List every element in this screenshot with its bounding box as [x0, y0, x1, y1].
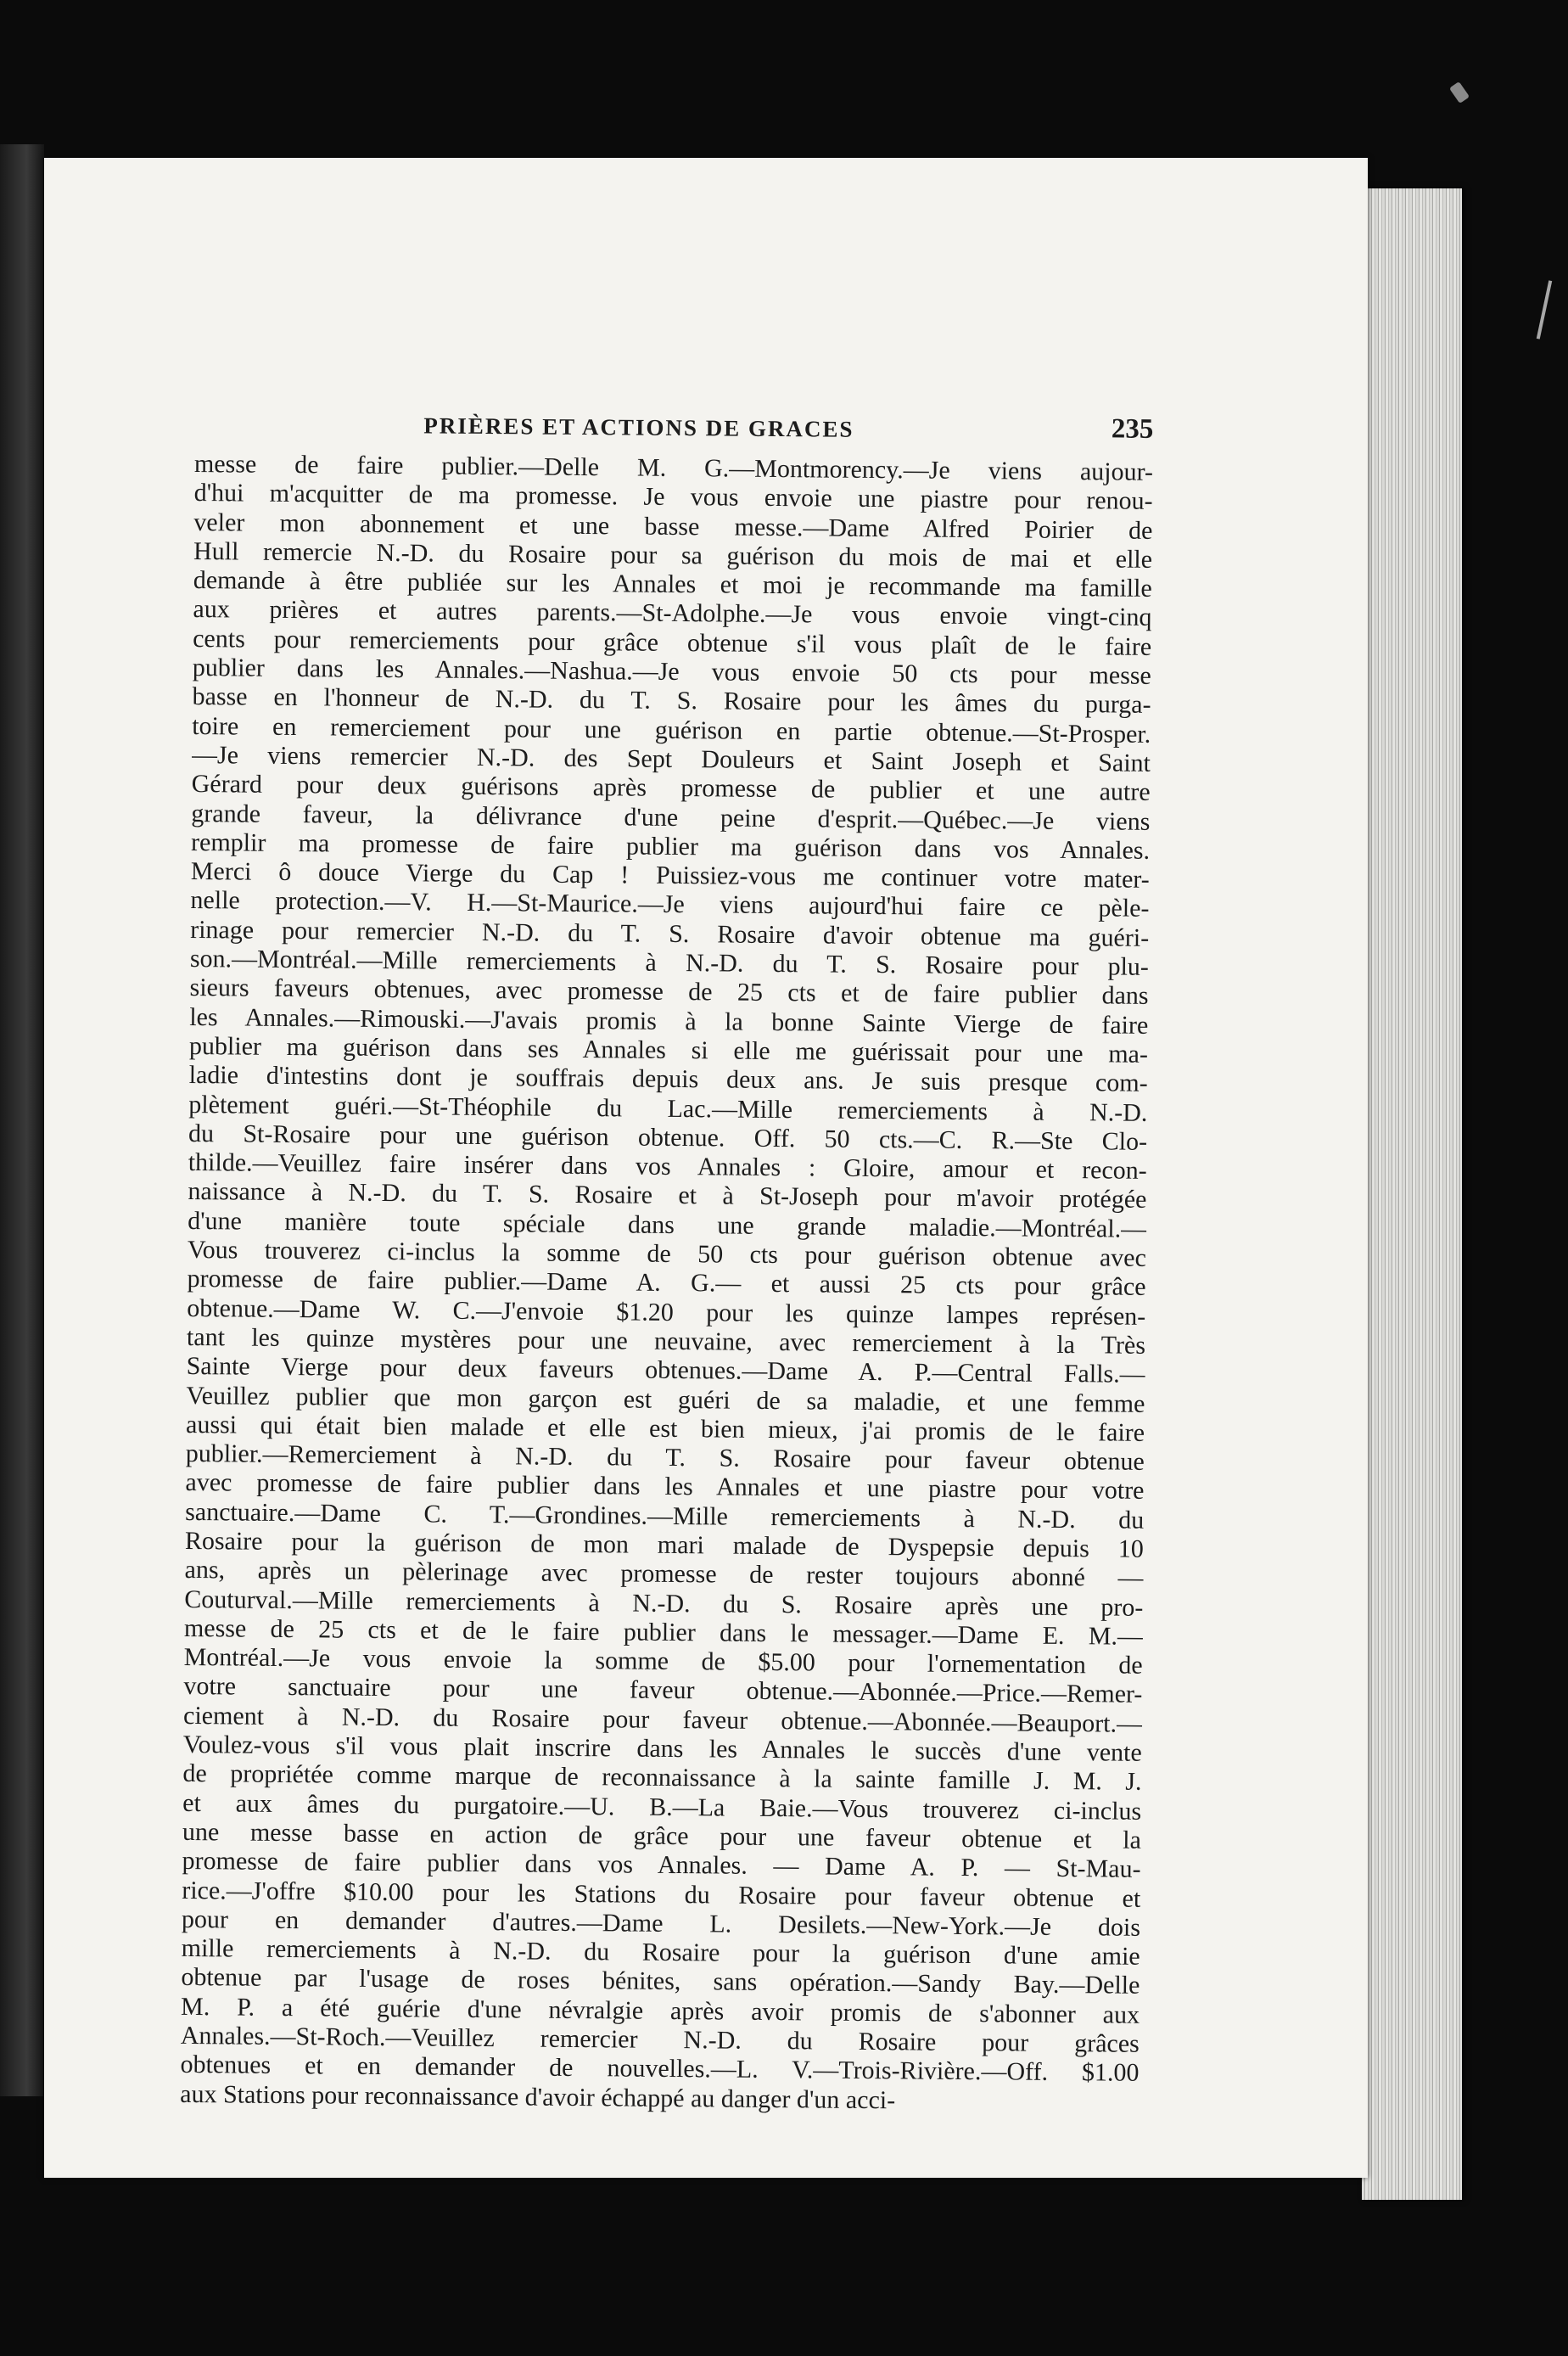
text-line: plètement guéri.—St-Théophile du Lac.—Mille remerciements à N.-D. — [188, 1090, 1148, 1127]
text-line: Couturval.—Mille remerciements à N.-D. du S. Rosaire après une pro- — [184, 1585, 1144, 1622]
text-line: naissance à N.-D. du T. S. Rosaire et à St-Joseph pour m'avoir protégée — [188, 1177, 1147, 1214]
text-line: obtenues et en demander de nouvelles.—L. V.—Trois-Rivière.—Off. $1.00 — [180, 2050, 1140, 2088]
text-line: rice.—J'offre $10.00 pour les Stations du Rosaire pour faveur obtenue et — [182, 1876, 1141, 1913]
page-text-block — [180, 365, 1154, 2118]
text-line: Montréal.—Je vous envoie la somme de $5.00 pour l'ornementation de — [183, 1643, 1143, 1680]
scan-artifact-mark — [1449, 81, 1470, 104]
text-line: rinage pour remercier N.-D. du T. S. Rosaire d'avoir obtenue ma guéri- — [190, 915, 1150, 952]
page-stack-edge — [1362, 188, 1462, 2200]
text-line: sieurs faveurs obtenues, avec promesse de 25 cts et de faire publier dans — [189, 973, 1149, 1011]
text-line: d'une manière toute spéciale dans une grande maladie.—Montréal.— — [188, 1206, 1147, 1243]
text-line: du St-Rosaire pour une guérison obtenue. Off. 50 cts.—C. R.—Ste Clo- — [188, 1119, 1148, 1156]
text-line: Voulez-vous s'il vous plait inscrire dans les Annales le succès d'une vente — [182, 1731, 1142, 1767]
text-line: une messe basse en action de grâce pour une faveur obtenue et la — [182, 1817, 1142, 1854]
text-line: promesse de faire publier dans vos Annales. — Dame A. P. — St-Mau- — [182, 1847, 1141, 1884]
text-line: publier.—Remerciement à N.-D. du T. S. Rosaire pour faveur obtenue — [185, 1439, 1145, 1476]
text-line: messe de 25 cts et de le faire publier dans le messager.—Dame E. M.— — [183, 1613, 1144, 1651]
text-line: les Annales.—Rimouski.—J'avais promis à la bonne Sainte Vierge de faire — [189, 1002, 1149, 1040]
text-line: pour en demander d'autres.—Dame L. Desilets.—New-York.—Je dois — [181, 1904, 1141, 1942]
text-line: et aux âmes du purgatoire.—U. B.—La Baie.—Vous trouverez ci-inclus — [182, 1788, 1142, 1826]
text-line: Vous trouverez ci-inclus la somme de 50 cts pour guérison obtenue avec — [187, 1235, 1147, 1272]
text-line: remplir ma promesse de faire publier ma guérison dans vos Annales. — [190, 827, 1151, 865]
text-line: Hull remercie N.-D. du Rosaire pour sa guérison du mois de mai et elle — [193, 536, 1153, 574]
text-line: M. P. a été guérie d'une névralgie après avoir promis de s'abonner aux — [180, 1992, 1140, 2029]
text-line: obtenue.—Dame W. C.—J'envoie $1.20 pour les quinze lampes représen- — [187, 1293, 1146, 1331]
text-line: promesse de faire publier.—Dame A. G.— et aussi 25 cts pour grâce — [187, 1265, 1146, 1302]
text-line: grande faveur, la délivrance d'une peine d'esprit.—Québec.—Je viens — [191, 799, 1151, 836]
text-line: Gérard pour deux guérisons après promesse de publier et une autre — [191, 770, 1151, 807]
text-line: d'hui m'acquitter de ma promesse. Je vous envoie une piastre pour renou- — [193, 479, 1153, 516]
text-line: Annales.—St-Roch.—Veuillez remercier N.-D. du Rosaire pour grâces — [180, 2021, 1140, 2058]
scan-artifact-mark — [1537, 280, 1552, 339]
text-line: Veuillez publier que mon garçon est guéri de sa maladie, et une femme — [186, 1381, 1145, 1418]
text-line: de propriétée comme marque de reconnaissance à la sainte famille J. M. J. — [182, 1759, 1142, 1797]
text-line: demande à être publiée sur les Annales et moi je recommande ma famille — [193, 566, 1152, 603]
text-line: aussi qui était bien malade et elle est bien mieux, j'ai promis de le faire — [185, 1410, 1145, 1447]
text-line: publier ma guérison dans ses Annales si elle me guérissait pour une ma- — [188, 1031, 1149, 1069]
text-line: tant les quinze mystères pour une neuvaine, avec remerciement à la Très — [186, 1322, 1146, 1360]
text-line: veler mon abonnement et une basse messe.—Dame Alfred Poirier de — [193, 508, 1153, 545]
text-line: aux prières et autres parents.—St-Adolphe.—Je vous envoie vingt-cinq — [193, 595, 1152, 632]
text-line: obtenue par l'usage de roses bénites, sans opération.—Sandy Bay.—Delle — [181, 1963, 1140, 2000]
text-line: ciement à N.-D. du Rosaire pour faveur obtenue.—Abonnée.—Beauport.— — [182, 1701, 1143, 1738]
body-text — [180, 450, 1153, 2118]
running-head — [194, 365, 1154, 443]
text-line: avec promesse de faire publier dans les Annales et une piastre pour votre — [185, 1468, 1145, 1506]
text-line: votre sanctuaire pour une faveur obtenue.—Abonnée.—Price.—Remer- — [183, 1672, 1143, 1709]
text-line: ladie d'intestins dont je souffrais depuis deux ans. Je suis presque com- — [188, 1061, 1148, 1098]
left-page-edge — [0, 144, 44, 2096]
text-line: cents pour remerciements pour grâce obtenue s'il vous plaît de le faire — [193, 624, 1152, 661]
text-line: Sainte Vierge pour deux faveurs obtenues.—Dame A. P.—Central Falls.— — [186, 1352, 1145, 1389]
text-line: —Je viens remercier N.-D. des Sept Douleurs et Saint Joseph et Saint — [191, 740, 1151, 777]
text-line: basse en l'honneur de N.-D. du T. S. Rosaire pour les âmes du purga- — [192, 682, 1151, 720]
text-line: ans, après un pèlerinage avec promesse de rester toujours abonné — — [184, 1556, 1144, 1593]
text-line: Merci ô douce Vierge du Cap ! Puissiez-vous me continuer votre mater- — [190, 857, 1150, 894]
text-line: aux Stations pour reconnaissance d'avoir échappé au danger d'un acci- — [180, 2079, 896, 2114]
page-number: 235 — [1111, 413, 1154, 445]
running-title: PRIÈRES ET ACTIONS DE GRACES — [423, 412, 854, 442]
text-line: Rosaire pour la guérison de mon mari malade de Dyspepsie depuis 10 — [184, 1526, 1145, 1563]
text-line: son.—Montréal.—Mille remerciements à N.-D. du T. S. Rosaire pour plu- — [189, 945, 1149, 981]
text-line: mille remerciements à N.-D. du Rosaire pour la guérison d'une amie — [181, 1934, 1140, 1971]
text-line: nelle protection.—V. H.—St-Maurice.—Je viens aujourd'hui faire ce pèle- — [190, 886, 1150, 923]
text-line: thilde.—Veuillez faire insérer dans vos Annales : Gloire, amour et recon- — [188, 1148, 1147, 1185]
text-line: messe de faire publier.—Delle M. G.—Montmorency.—Je viens aujour- — [193, 449, 1154, 486]
text-line: sanctuaire.—Dame C. T.—Grondines.—Mille remerciements à N.-D. du — [185, 1497, 1145, 1534]
text-line: publier dans les Annales.—Nashua.—Je vous envoie 50 cts pour messe — [192, 654, 1151, 690]
text-line: toire en remerciement pour une guérison en partie obtenue.—St-Prosper. — [192, 711, 1151, 749]
